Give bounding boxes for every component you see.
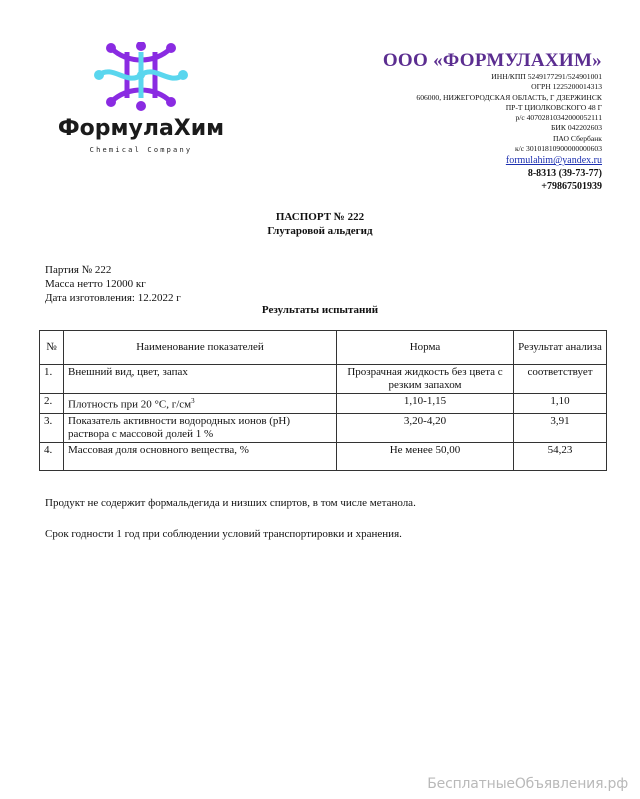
batch-date: Дата изготовления: 12.2022 г [45, 291, 181, 304]
bik: БИК 042202603 [551, 123, 602, 133]
table-row [40, 413, 607, 442]
inn-kpp: ИНН/КПП 5249177291/524901001 [491, 72, 602, 81]
site-watermark: БесплатныеОбъявления.рф [427, 776, 628, 792]
table-row [40, 394, 607, 414]
molecule-logo-icon [93, 42, 189, 112]
email-link[interactable]: formulahim@yandex.ru [505, 155, 602, 167]
row-norm: 3,20-4,20 [337, 413, 514, 442]
row-norm: Прозрачная жидкость без цвета с резким запахом [337, 365, 514, 394]
row-norm: Не менее 50,00 [337, 442, 514, 470]
company-logo [46, 42, 236, 162]
header-norm: Норма [337, 331, 514, 365]
row-result: 54,23 [514, 442, 607, 470]
product-name: Глутаровой альдегид [267, 225, 373, 237]
batch-info [45, 264, 181, 305]
corr-account: к/с 30101810900000000603 [514, 144, 602, 154]
row-name: Плотность при 20 °С, г/см [68, 398, 192, 411]
row-name: Показатель активности водородных ионов (рН) раствора с массовой долей 1 % [64, 413, 337, 442]
batch-party: Партия № 222 [45, 264, 112, 276]
row-num: 3. [40, 413, 64, 442]
row-name: Массовая доля основного вещества, % [64, 442, 337, 470]
table-row [40, 365, 607, 394]
phone-1: 8-8313 (39-73-77) [527, 168, 602, 180]
results-table [39, 330, 607, 471]
company-requisites [302, 72, 602, 193]
row-num: 4. [40, 442, 64, 470]
note-composition: Продукт не содержит формальдегида и низших спиртов, в том числе метанола. [45, 497, 416, 509]
address-line-1: 606000, НИЖЕГОРОДСКАЯ ОБЛАСТЬ, Г ДЗЕРЖИНСК [416, 92, 602, 102]
phone-2: +79867501939 [541, 181, 602, 193]
address-line-2: ПР-Т ЦИОЛКОВСКОГО 48 Г [505, 102, 602, 112]
row-num: 2. [40, 394, 64, 414]
row-name-superscript: 3 [191, 397, 195, 405]
row-name: Внешний вид, цвет, запах [64, 365, 337, 394]
row-num: 1. [40, 365, 64, 394]
batch-mass: Масса нетто 12000 кг [45, 277, 146, 290]
bank-account: р/с 40702810342000052111 [515, 113, 602, 123]
table-row [40, 442, 607, 470]
ogrn: ОГРН 1225200014313 [531, 82, 602, 92]
row-name-cell [64, 394, 337, 414]
note-shelf-life: Срок годности 1 год при соблюдении условий транспортировки и хранения. [45, 528, 402, 540]
row-result: 1,10 [514, 394, 607, 414]
bank-name: ПАО Сбербанк [552, 133, 602, 143]
table-header-row [40, 331, 607, 365]
logo-subtitle: Chemical Company [89, 146, 193, 154]
row-result: соответствует [514, 365, 607, 394]
results-title: Результаты испытаний [261, 304, 379, 316]
header-num: № [40, 331, 64, 365]
header-name: Наименование показателей [64, 331, 337, 365]
company-title: ООО «ФОРМУЛАХИМ» [382, 50, 602, 71]
row-result: 3,91 [514, 413, 607, 442]
logo-name: ФормулаХим [57, 116, 225, 141]
passport-title: ПАСПОРТ № 222 [275, 211, 365, 223]
row-norm: 1,10-1,15 [337, 394, 514, 414]
header-result: Результат анализа [514, 331, 607, 365]
